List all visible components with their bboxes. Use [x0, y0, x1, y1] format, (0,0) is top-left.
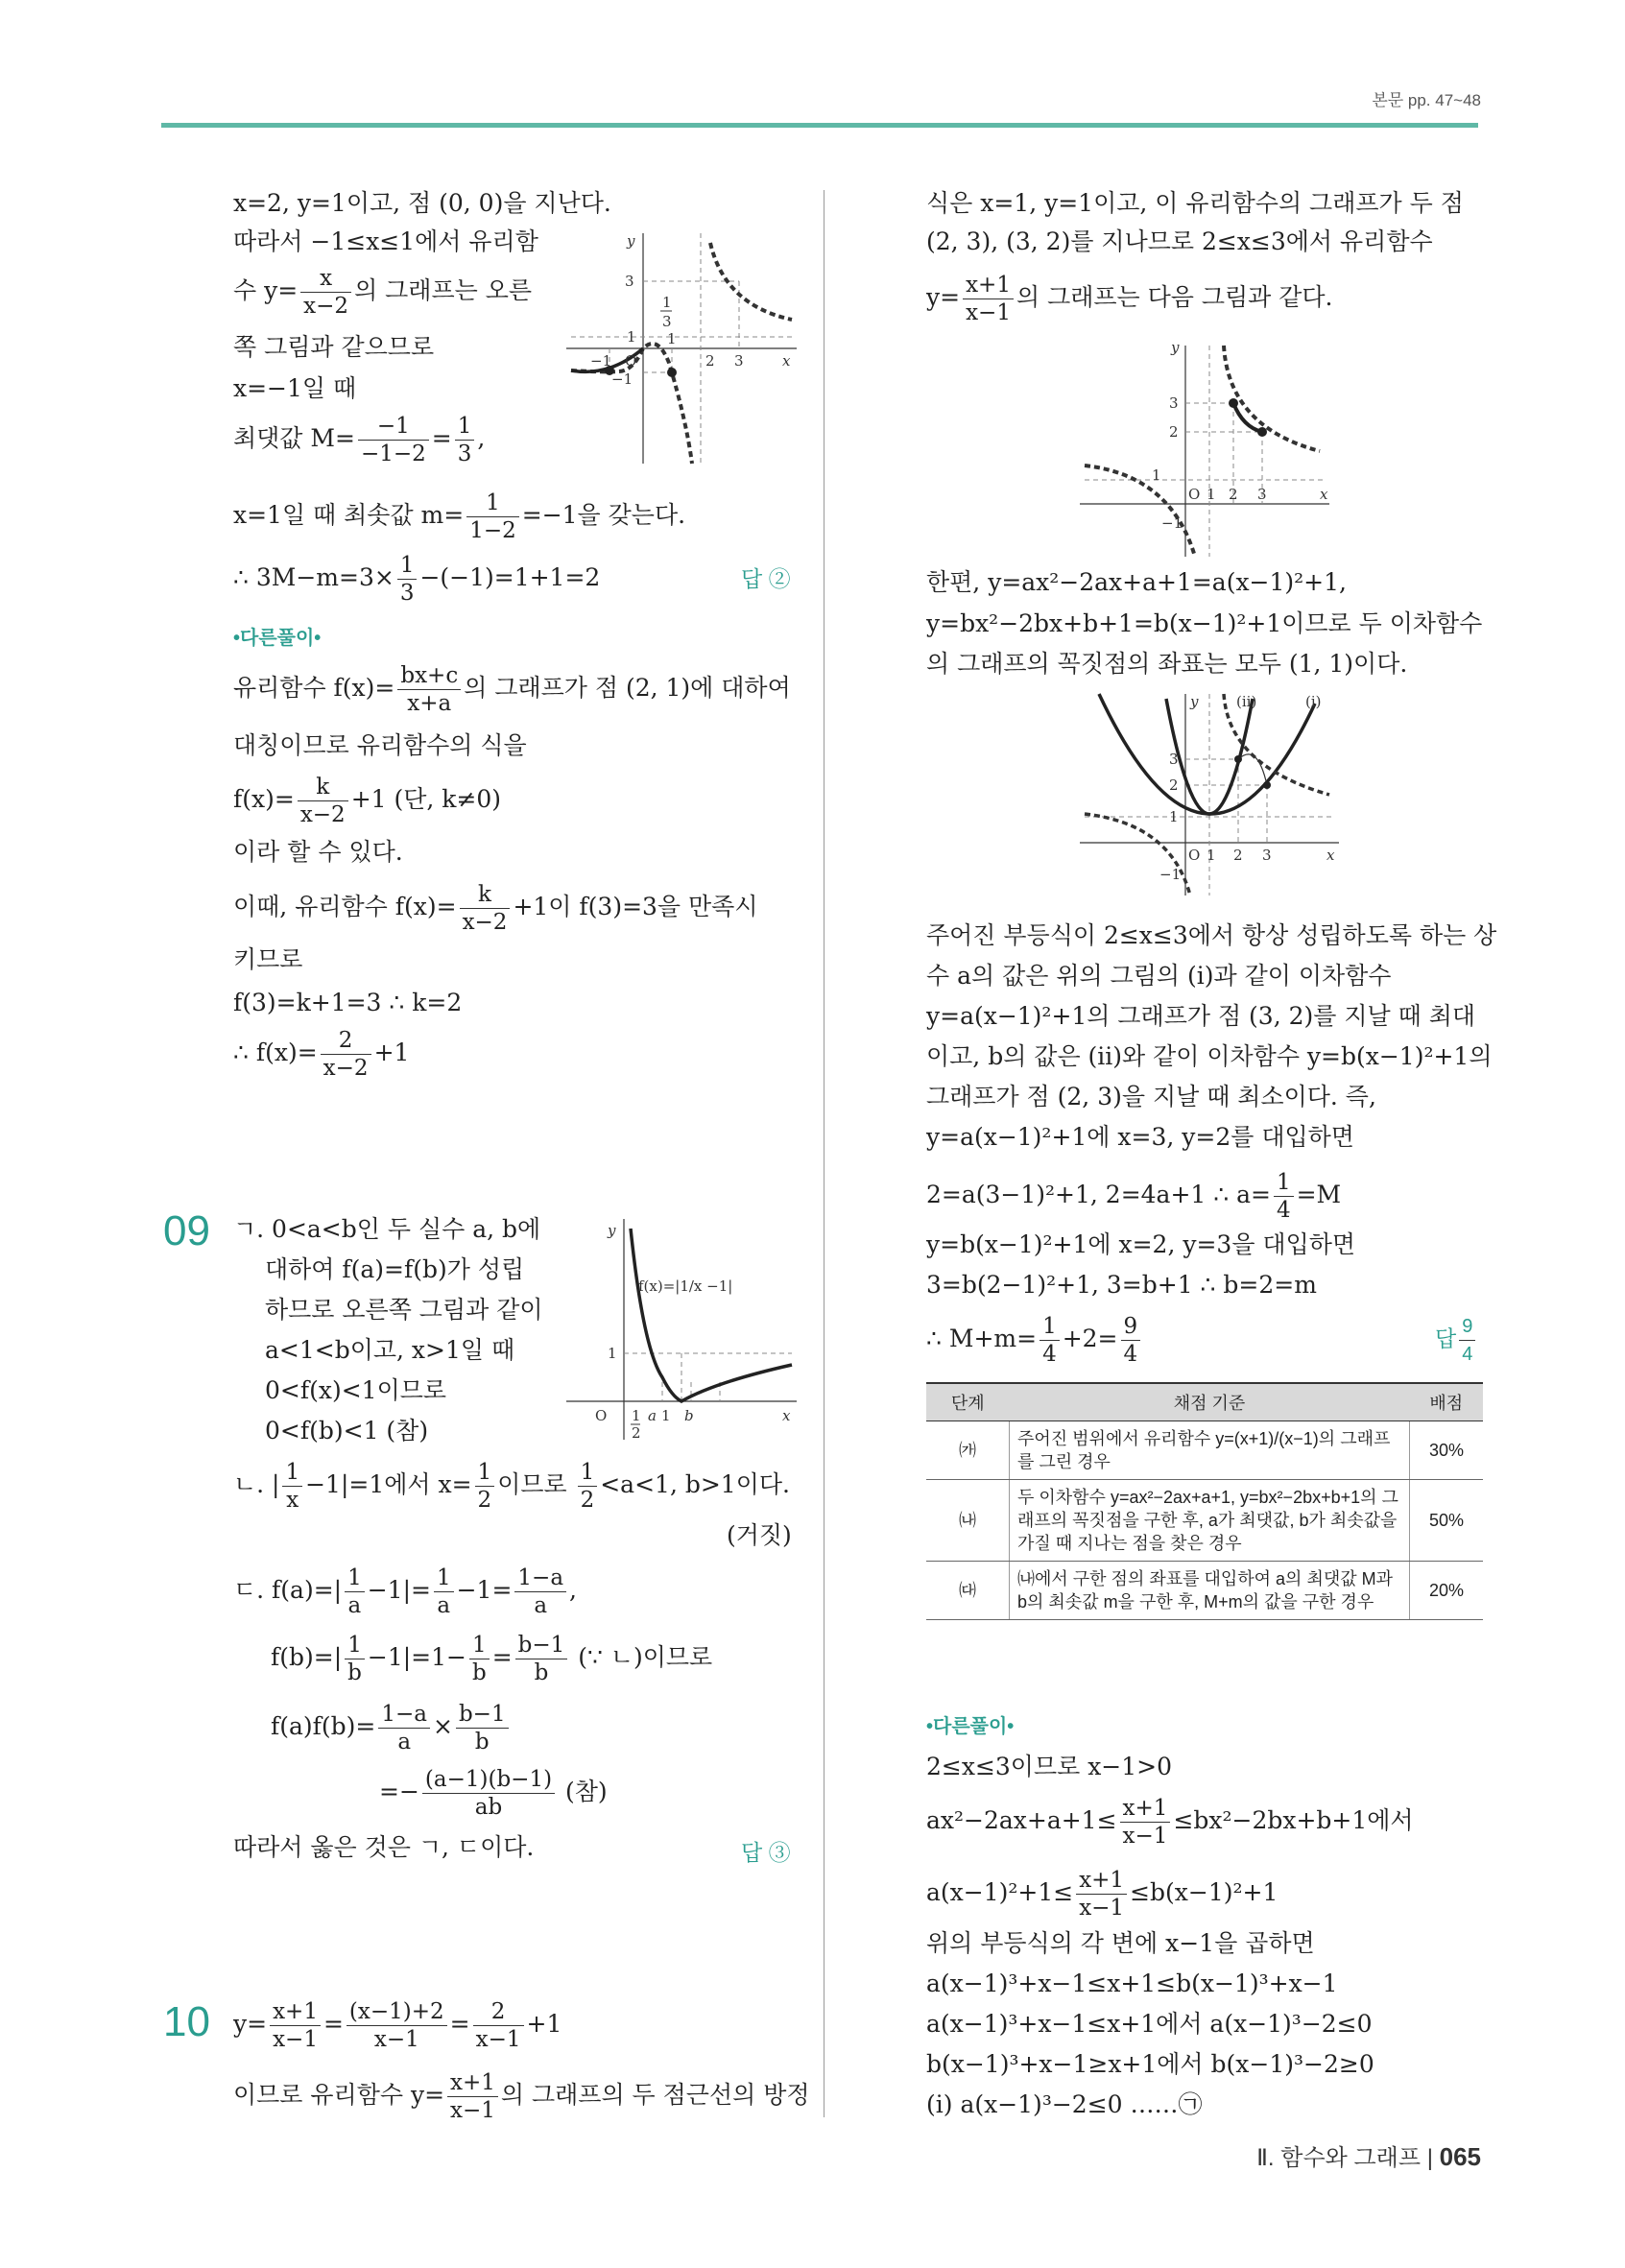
- left-line-11: f(x)= $\frac{k}{x-2}$ +1 (단, k≠0): [233, 775, 502, 827]
- right-line-15: 3=b(2−1)²+1, 3=b+1 ∴ b=2=m: [926, 1271, 1317, 1299]
- abs-function-curve: [631, 1229, 792, 1401]
- g4-label-a: a: [648, 1407, 657, 1424]
- right-line-6: 의 그래프의 꼭짓점의 좌표는 모두 (1, 1)이다.: [926, 650, 1408, 678]
- q9-line-4: a<1<b이고, x>1일 때: [265, 1336, 515, 1364]
- q9-conclusion: 따라서 옳은 것은 ㄱ, ㄷ이다.: [233, 1833, 535, 1861]
- q10-line-1: y= $\frac{x+1}{x-1}$ = $\frac{(x-1)+2}{x-1}$ = $\frac{2}{x-1}$ +1: [233, 1999, 562, 2052]
- q10-line-2: 이므로 유리함수 y= $\frac{x+1}{x-1}$ 의 그래프의 두 점근선의 방정: [233, 2070, 810, 2123]
- right-alt-line-6: a(x−1)³+x−1≤x+1에서 a(x−1)³−2≤0: [926, 2010, 1373, 2038]
- hyperbola-left-branch-2: [1085, 466, 1195, 557]
- g1-label-O: O: [625, 352, 637, 370]
- left-line-12: 이라 할 수 있다.: [233, 838, 403, 866]
- problem-number-09: 09: [163, 1207, 210, 1254]
- page-number: 065: [1439, 2142, 1481, 2171]
- left-line-7: x=1일 때 최솟값 m= $\frac{1}{1-2}$ =−1을 갖는다.: [233, 490, 686, 543]
- table-row: ㈏ 두 이차함수 y=ax²−2ax+a+1, y=bx²−2bx+b+1의 그래프의 꼭짓점을 구한 후, a가 최댓값, b가 최솟값을 가질 때 지나는 점을 찾은 경우 50%: [926, 1480, 1483, 1562]
- page-footer: [1256, 2138, 1481, 2172]
- q9-line-3: 하므로 오른쪽 그림과 같이: [265, 1296, 543, 1324]
- g3-label-x3: 3: [1262, 847, 1272, 864]
- g3-label-x1: 1: [1207, 847, 1216, 864]
- left-line-13: 이때, 유리함수 f(x)= $\frac{k}{x-2}$ +1이 f(3)=3을 만족시: [233, 882, 758, 935]
- g2-label-1: 1: [1152, 466, 1161, 484]
- q9-line-6: 0<f(b)<1 (참): [265, 1417, 429, 1444]
- right-line-10: 이고, b의 값은 (ii)와 같이 이차함수 y=b(x−1)²+1의: [926, 1042, 1493, 1070]
- left-line-15: f(3)=k+1=3 ∴ k=2: [233, 989, 463, 1016]
- g3-label-3: 3: [1169, 751, 1179, 768]
- q9-false-mark: (거짓): [727, 1521, 792, 1549]
- page-reference: 본문 pp. 47~48: [1372, 91, 1481, 109]
- g1-label-x2: 2: [705, 352, 715, 370]
- left-line-16: ∴ f(x)= $\frac{2}{x-2}$ +1: [233, 1028, 410, 1081]
- g2-label-x2: 2: [1229, 486, 1238, 503]
- g1-label-x1: 1: [667, 330, 677, 347]
- grading-table: [926, 1382, 1483, 1620]
- g1-label-x3: 3: [734, 352, 744, 370]
- g1-label-y: y: [627, 232, 635, 250]
- g1-label-3: 3: [625, 273, 634, 290]
- g4-label-x1: 1: [661, 1407, 671, 1424]
- point-1: [667, 368, 677, 377]
- g3-label-x2: 2: [1233, 847, 1243, 864]
- right-line-13: 2=a(3−1)²+1, 2=4a+1 ∴ a= $\frac{1}{4}$ =M: [926, 1170, 1342, 1223]
- right-line-1: 식은 x=1, y=1이고, 이 유리함수의 그래프가 두 점: [926, 189, 1464, 217]
- answer-10: 답 $\frac{9}{4}$: [1435, 1313, 1478, 1368]
- right-alt-line-2: ax²−2ax+a+1≤ $\frac{x+1}{x-1}$ ≤bx²−2bx+b+1에서: [926, 1796, 1414, 1849]
- g3-label-O: O: [1188, 847, 1201, 864]
- g4-label-x: x: [782, 1407, 791, 1424]
- left-line-14: 키므로: [233, 945, 303, 973]
- answer-09: 답 ③: [741, 1840, 791, 1865]
- table-header-step: 단계: [926, 1383, 1010, 1421]
- left-line-8: ∴ 3M−m=3× $\frac{1}{3}$ −(−1)=1+1=2: [233, 553, 601, 606]
- q9-line-5: 0<f(x)<1이므로: [265, 1376, 447, 1404]
- right-alt-line-8: (i) a(x−1)³−2≤0 ……㉠: [926, 2090, 1203, 2118]
- answer-08: 답 ②: [741, 566, 791, 591]
- g2-label-O: O: [1188, 486, 1201, 503]
- table-header-score: 배점: [1410, 1383, 1484, 1421]
- g4-label-y: y: [608, 1222, 616, 1239]
- header-rule: [161, 123, 1478, 128]
- g2-label-2: 2: [1169, 423, 1179, 441]
- graph-hyperbola-08: [562, 228, 801, 466]
- footer-separator: |: [1426, 2145, 1433, 2171]
- left-line-2: 따라서 −1≤x≤1에서 유리함: [233, 227, 538, 255]
- g2-label-x1: 1: [1207, 486, 1216, 503]
- footer-section: Ⅱ. 함수와 그래프: [1256, 2145, 1422, 2171]
- right-alt-line-7: b(x−1)³+x−1≥x+1에서 b(x−1)³−2≥0: [926, 2050, 1374, 2078]
- right-line-7: 주어진 부등식이 2≤x≤3에서 항상 성립하도록 하는 상: [926, 921, 1497, 949]
- g3-label-i: (i): [1305, 693, 1322, 710]
- hyperbola-right-branch-2: [1224, 346, 1320, 451]
- g4-label-1: 1: [608, 1345, 617, 1362]
- g2-label-3: 3: [1169, 394, 1179, 412]
- q9-line-7: ㄴ. | $\frac{1}{x}$ −1|=1에서 x= $\frac{1}{2}$ 이므로 $\frac{1}{2}$ <a<1, b>1이다.: [233, 1460, 790, 1513]
- g2-label-minus1: −1: [1161, 514, 1183, 532]
- g4-label-O: O: [595, 1407, 608, 1424]
- right-line-14: y=b(x−1)²+1에 x=2, y=3을 대입하면: [926, 1230, 1356, 1258]
- q9-line-2: 대하여 f(a)=f(b)가 성립: [265, 1255, 525, 1283]
- g3-label-2: 2: [1169, 776, 1179, 794]
- g1-label-minus1: −1: [590, 352, 612, 370]
- problem-number-10: 10: [163, 1998, 210, 2045]
- right-alt-line-4: 위의 부등식의 각 변에 x−1을 곱하면: [926, 1929, 1315, 1957]
- table-row: ㈎ 주어진 범위에서 유리함수 y=(x+1)/(x−1)의 그래프를 그린 경우 30%: [926, 1421, 1483, 1480]
- graph-abs-function-09: [562, 1214, 801, 1444]
- g4-label-half-den: 2: [632, 1424, 641, 1442]
- g3-label-1: 1: [1169, 808, 1179, 825]
- right-line-4: 한편, y=ax²−2ax+a+1=a(x−1)²+1,: [926, 568, 1347, 596]
- right-alt-line-3: a(x−1)²+1≤ $\frac{x+1}{x-1}$ ≤b(x−1)²+1: [926, 1868, 1278, 1921]
- left-line-1: x=2, y=1이고, 점 (0, 0)을 지난다.: [233, 189, 611, 217]
- left-line-6: 최댓값 M= $\frac{-1}{-1-2}$ = $\frac{1}{3}$ ,: [233, 414, 486, 466]
- q9-line-9: ㄷ. f(a)=| $\frac{1}{a}$ −1|= $\frac{1}{a}$ −1= $\frac{1-a}{a}$ ,: [233, 1565, 577, 1618]
- left-line-4: 쪽 그림과 같으므로: [233, 333, 435, 361]
- table-header-criteria: 채점 기준: [1010, 1383, 1410, 1421]
- g2-label-x: x: [1320, 486, 1328, 503]
- alt-solution-label-right: •다른풀이•: [926, 1716, 1015, 1737]
- left-line-10: 대칭이므로 유리함수의 식을: [233, 731, 527, 759]
- left-line-3: 수 y= $\frac{x}{x-2}$ 의 그래프는 오른: [233, 266, 533, 319]
- left-line-5: x=−1일 때: [233, 374, 357, 402]
- g1-label-third-num: 1: [662, 294, 672, 311]
- right-line-16: ∴ M+m= $\frac{1}{4}$ +2= $\frac{9}{4}$: [926, 1313, 1143, 1368]
- g3-label-ii: (ii): [1236, 693, 1257, 710]
- g1-label-1: 1: [627, 328, 636, 346]
- g1-label-third-den: 3: [662, 313, 672, 330]
- table-row: ㈐ ㈏에서 구한 점의 좌표를 대입하여 a의 최댓값 M과 b의 최솟값 m을 구한 후, M+m의 값을 구한 경우 20%: [926, 1562, 1483, 1620]
- right-alt-line-5: a(x−1)³+x−1≤x+1≤b(x−1)³+x−1: [926, 1970, 1338, 1997]
- g3-label-minus1: −1: [1159, 866, 1182, 883]
- right-line-9: y=a(x−1)²+1의 그래프가 점 (3, 2)를 지날 때 최대: [926, 1002, 1476, 1030]
- g2-label-x3: 3: [1257, 486, 1267, 503]
- g1-label-x: x: [782, 352, 791, 370]
- table-header: [926, 1383, 1483, 1421]
- g4-function-label: f(x)=|1/x −1|: [638, 1277, 733, 1295]
- g3-label-y: y: [1190, 693, 1199, 710]
- right-line-5: y=bx²−2bx+b+1=b(x−1)²+1이므로 두 이차함수: [926, 609, 1483, 637]
- right-line-11: 그래프가 점 (2, 3)을 지날 때 최소이다. 즉,: [926, 1083, 1376, 1110]
- g4-label-half-num: 1: [632, 1407, 641, 1424]
- q9-line-12: =− $\frac{(a-1)(b-1)}{ab}$ (참): [379, 1767, 608, 1820]
- q9-line-11: f(a)f(b)= $\frac{1-a}{a}$ × $\frac{b-1}{b}$: [271, 1701, 512, 1755]
- right-line-12: y=a(x−1)²+1에 x=3, y=2를 대입하면: [926, 1123, 1354, 1151]
- parabola-i: [1099, 694, 1315, 814]
- left-line-9: 유리함수 f(x)= $\frac{bx+c}{x+a}$ 의 그래프가 점 (2, 1)에 대하여: [233, 663, 791, 716]
- right-line-3: y= $\frac{x+1}{x-1}$ 의 그래프는 다음 그림과 같다.: [926, 273, 1333, 325]
- graph-parabolas: [1075, 689, 1344, 905]
- alt-solution-label-left: •다른풀이•: [233, 628, 322, 649]
- g3-label-x: x: [1326, 847, 1335, 864]
- q9-line-10: f(b)=| $\frac{1}{b}$ −1|=1− $\frac{1}{b}$ = $\frac{b-1}{b}$ (∵ ㄴ)이므로: [271, 1633, 713, 1685]
- graph-hyperbola-10: [1075, 341, 1334, 561]
- right-line-2: (2, 3), (3, 2)를 지나므로 2≤x≤3에서 유리함수: [926, 227, 1433, 255]
- right-line-8: 수 a의 값은 위의 그림의 (i)과 같이 이차함수: [926, 962, 1392, 990]
- g4-label-b: b: [684, 1407, 694, 1424]
- g1-label-ymin1: −1: [611, 370, 633, 388]
- q9-line-1: ㄱ. 0<a<b인 두 실수 a, b에: [233, 1215, 541, 1243]
- right-alt-line-1: 2≤x≤3이므로 x−1>0: [926, 1753, 1173, 1780]
- g2-label-y: y: [1171, 341, 1180, 356]
